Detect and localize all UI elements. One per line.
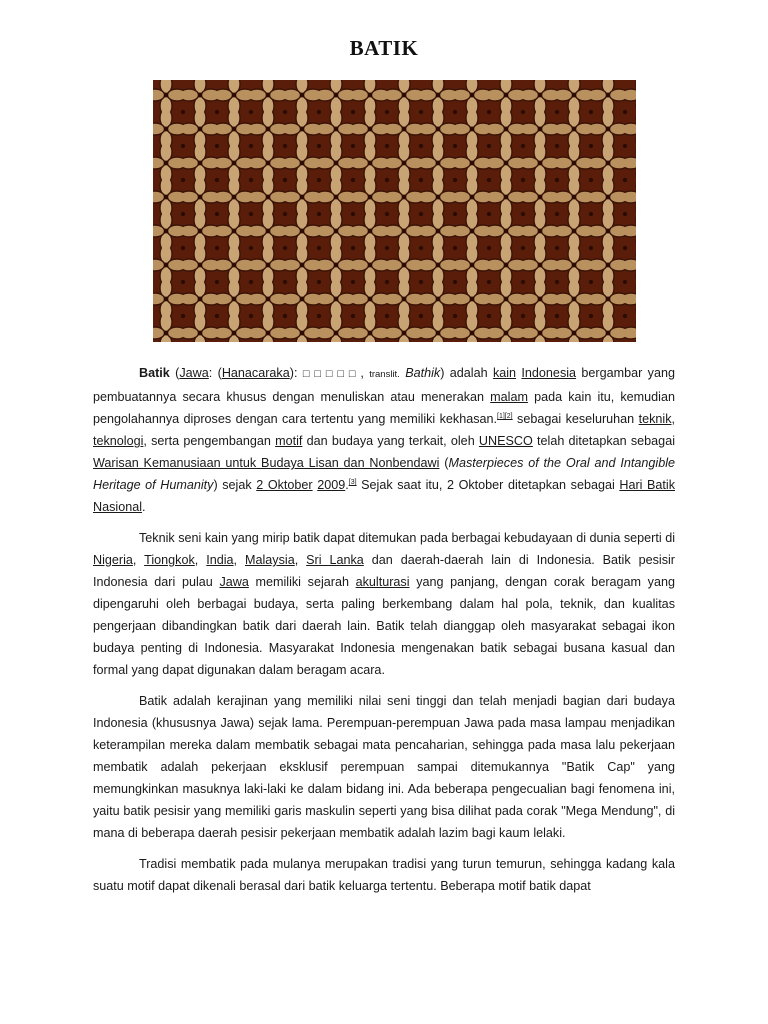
paragraph-1 (93, 362, 675, 518)
citation-1-2[interactable]: [1][2] (497, 412, 513, 420)
text: memiliki sejarah (248, 575, 356, 589)
text: , (671, 412, 675, 426)
link-unesco[interactable]: UNESCO (478, 434, 533, 448)
link-akulturasi[interactable]: akulturasi (355, 575, 410, 589)
text: yang panjang, dengan corak beragam yang dipengaruhi oleh berbagai budaya, serta paling berkembang dalam hal pola, teknik, dan kualitas pengerjaan dibandingkan batik dari daerah lain. Batik telah dianggap oleh masyarakat sebagai ikon budaya penting di Indonesia. Masyarakat Indonesia mengenakan batik sebagai busana kasual dan formal yang dapat digunakan dalam beragam acara. (93, 575, 675, 677)
link-malaysia[interactable]: Malaysia (245, 553, 295, 567)
text: , (294, 553, 307, 567)
link-teknik[interactable]: teknik (638, 412, 672, 426)
text: , (132, 553, 145, 567)
javanese-script-glyphs: □□□□□ (302, 368, 361, 380)
text: , (360, 366, 370, 380)
link-2009[interactable]: 2009 (317, 478, 346, 492)
text: ) sejak (213, 478, 257, 492)
link-2-oktober[interactable]: 2 Oktober (256, 478, 313, 492)
link-india[interactable]: India (206, 553, 234, 567)
text: bergambar yang pembuatannya secara khusus dengan menuliskan atau menerakan (93, 366, 675, 404)
page-title: BATIK (349, 36, 419, 60)
text: telah ditetapkan sebagai (532, 434, 675, 448)
link-sri-lanka[interactable]: Sri Lanka (306, 553, 364, 567)
text: dan daerah-daerah lain di Indonesia. Batik pesisir Indonesia dari pulau (93, 553, 675, 589)
link-teknologi[interactable]: teknologi (93, 434, 144, 448)
citation-3[interactable]: [3] (348, 478, 357, 486)
batik-pattern-image (153, 80, 636, 342)
text: , serta pengembangan (143, 434, 276, 448)
text: Teknik seni kain yang mirip batik dapat ditemukan pada berbagai kebudayaan di dunia seperti di (139, 531, 675, 545)
link-jawa[interactable]: Jawa (179, 366, 209, 380)
text: , (194, 553, 207, 567)
article-body (93, 362, 675, 906)
text: ( (169, 366, 180, 380)
paragraph-2 (93, 527, 675, 681)
text: : ( (208, 366, 222, 380)
link-jawa-island[interactable]: Jawa (219, 575, 249, 589)
link-warisan-kemanusiaan[interactable]: Warisan Kemanusiaan untuk Budaya Lisan dan Nonbendawi (93, 456, 440, 470)
link-nigeria[interactable]: Nigeria (93, 553, 133, 567)
text: pada kain itu, kemudian pengolahannya diproses dengan cara tertentu yang memiliki kekhasan. (93, 390, 675, 426)
link-indonesia[interactable]: Indonesia (521, 366, 577, 380)
link-malam[interactable]: malam (490, 390, 528, 404)
text: ): (289, 366, 303, 380)
text: sebagai keseluruhan (512, 412, 639, 426)
link-tiongkok[interactable]: Tiongkok (144, 553, 195, 567)
text: . (345, 478, 349, 492)
term-bathik: Bathik (399, 366, 441, 380)
text: . (142, 500, 146, 514)
text: Sejak saat itu, 2 Oktober ditetapkan sebagai (356, 478, 620, 492)
paragraph-3: Batik adalah kerajinan yang memiliki nilai seni tinggi dan telah menjadi bagian dari budaya Indonesia (khususnya Jawa) sejak lama. Perempuan-perempuan Jawa pada masa lampau menjadikan keterampilan mereka dalam membatik sebagai mata pencaharian, sehingga pada masa lalu pekerjaan membatik adalah pekerjaan eksklusif perempuan sampai ditemukannya "Batik Cap" yang memungkinkan masuknya laki-laki ke dalam bidang ini. Ada beberapa pengecualian bagi fenomena ini, yaitu batik pesisir yang memiliki garis maskulin seperti yang bisa dilihat pada corak "Mega Mendung", di mana di beberapa daerah pesisir pekerjaan membatik adalah lazim bagi kaum lelaki. (93, 694, 675, 840)
text: , (233, 553, 245, 567)
paragraph-4: Tradisi membatik pada mulanya merupakan tradisi yang turun temurun, sehingga kadang kala suatu motif dapat dikenali berasal dari batik keluarga tertentu. Beberapa motif batik dapat (93, 857, 675, 893)
batik-kawung-pattern (153, 80, 636, 342)
translit-label: translit. (369, 369, 400, 380)
link-hanacaraka[interactable]: Hanacaraka (221, 366, 290, 380)
term-batik: Batik (139, 366, 170, 380)
text: ( (439, 456, 449, 470)
text: dan budaya yang terkait, oleh (302, 434, 479, 448)
link-motif[interactable]: motif (275, 434, 303, 448)
link-hari-batik-nasional[interactable]: Hari Batik Nasional (93, 478, 676, 514)
masterpieces-title: Masterpieces of the Oral and Intangible Heritage of Humanity (93, 456, 676, 492)
link-kain[interactable]: kain (492, 366, 517, 380)
text: ) adalah (440, 366, 493, 380)
